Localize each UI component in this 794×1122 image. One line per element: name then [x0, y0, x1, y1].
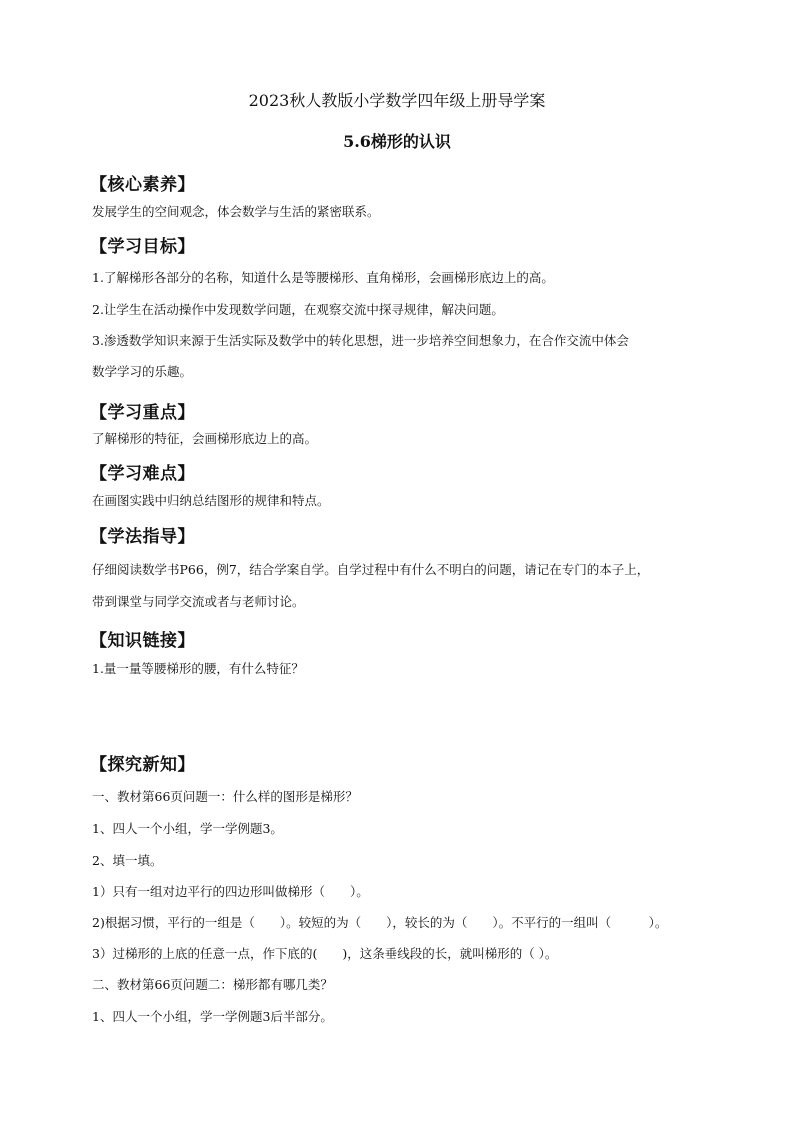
- explore-line-1: 一、教材第66页问题一：什么样的图形是梯形？: [92, 789, 358, 804]
- explore-line-2: 1、四人一个小组，学一学例题3。: [92, 821, 283, 836]
- document-title: 2023秋人教版小学数学四年级上册导学案: [248, 91, 546, 110]
- explore-line-5: 2)根据习惯，平行的一组是（ ）。较短的为（ ），较长的为（ ）。不平行的一组叫（ ）。: [92, 915, 668, 930]
- goal-line-1: 1.了解梯形各部分的名称，知道什么是等腰梯形、直角梯形，会画梯形底边上的高。: [92, 270, 554, 285]
- explore-line-7: 二、教材第66页问题二：梯形都有哪几类？: [92, 977, 333, 992]
- explore-line-3: 2、填一填。: [92, 853, 163, 868]
- heading-explore-new: 【探究新知】: [90, 755, 195, 775]
- difficulty-line-1: 在画图实践中归纳总结图形的规律和特点。: [92, 493, 330, 508]
- key-line-1: 了解梯形的特征，会画梯形底边上的高。: [92, 431, 318, 446]
- explore-line-8: 1、四人一个小组，学一学例题3后半部分。: [92, 1009, 333, 1024]
- explore-line-6: 3）过梯形的上底的任意一点，作下底的( )，这条垂线段的长，就叫梯形的（ ）。: [92, 946, 558, 961]
- heading-study-method: 【学法指导】: [90, 527, 195, 547]
- link-line-1: 1.量一量等腰梯形的腰，有什么特征？: [92, 661, 304, 676]
- lesson-title: 5.6梯形的认识: [343, 132, 451, 151]
- goal-line-3: 3.渗透数学知识来源于生活实际及数学中的转化思想，进一步培养空间想象力，在合作交流中体会: [92, 333, 629, 348]
- heading-knowledge-link: 【知识链接】: [90, 631, 195, 651]
- heading-difficulties: 【学习难点】: [90, 464, 195, 484]
- core-line-1: 发展学生的空间观念，体会数学与生活的紧密联系。: [92, 204, 380, 219]
- heading-core-literacy: 【核心素养】: [90, 175, 195, 195]
- heading-learning-goals: 【学习目标】: [90, 237, 195, 257]
- goal-line-2: 2.让学生在活动操作中发现数学问题，在观察交流中探寻规律，解决问题。: [92, 302, 504, 317]
- method-line-1: 仔细阅读数学书P66，例7，结合学案自学。自学过程中有什么不明白的问题，请记在专门的本子上，: [92, 562, 650, 577]
- heading-key-points: 【学习重点】: [90, 403, 195, 423]
- method-line-2: 带到课堂与同学交流或者与老师讨论。: [92, 594, 305, 609]
- explore-line-4: 1）只有一组对边平行的四边形叫做梯形（ ）。: [92, 884, 369, 899]
- goal-line-4: 数学学习的乐趣。: [92, 364, 193, 379]
